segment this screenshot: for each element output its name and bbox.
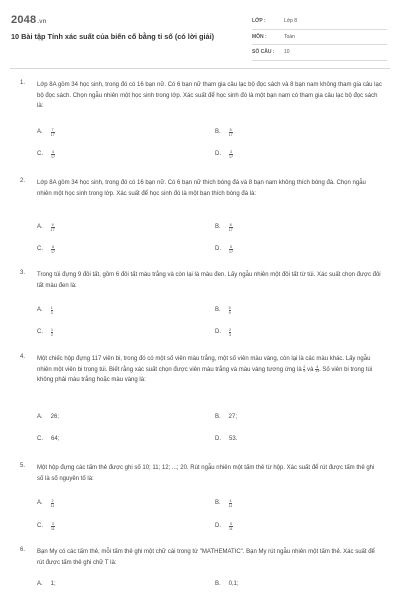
fraction: $\frac{6}{17}$ — [51, 245, 55, 254]
question-text: Một chiếc hộp đựng 117 viên bi, trong đó có một số viên màu trắng, một số viên màu vàng, còn lại là các màu khác. Lấy ngẫu nhiên một viên bi trong túi. Biết rằng xác suất chọn được viên màu trắng và màu vàng tương ứng là $\frac{2}{9}$ và $\frac{4}{13}$ . Số viên bi trong túi không phải màu trắng hoặc màu vàng là: — [37, 356, 373, 384]
fraction: $\frac{2}{11}$ — [50, 499, 55, 508]
option-a[interactable]: A. 26; — [37, 414, 60, 420]
meta-info — [252, 14, 387, 61]
fraction-inline: $\frac{4}{13}$ — [315, 364, 320, 374]
meta-row-class: LỚP : Lớp 8 — [252, 14, 387, 30]
fraction: $\frac{1}{3}$ — [50, 306, 53, 315]
option-c[interactable]: C. 64; — [37, 436, 60, 442]
fraction: $\frac{1}{2}$ — [51, 328, 53, 337]
question-text: Lớp 8A gồm 34 học sinh, trong đó có 16 bạn nữ. Có 6 bạn nữ tham gia câu lạc bộ đọc sách và 8 bạn nam không tham gia câu lạc bộ đọc sách. Chọn ngẫu nhiên một học sinh trong lớp. Xác suất để học sinh đó là một bạn nam có tham gia câu lạc bộ đọc sách là: — [37, 82, 382, 109]
question-text: Lớp 8A gồm 34 học sinh, trong đó có 16 bạn nữ. Có 6 bạn nữ thích bóng đá và 8 bạn nam không thích bóng đá. Chọn ngẫu nhiên một học sinh trong lớp. Xác suất để học sinh đó là một bạn thích bóng đá là: — [37, 180, 366, 197]
question-text: Trong túi đựng 9 đôi tất, gồm 6 đôi tất màu trắng và còn lại là màu đen. Lấy ngẫu nhiên một đôi tất từ túi. Xác suất chọn được đôi tất màu đen là: — [37, 272, 381, 289]
fraction: $\frac{4}{17}$ — [51, 150, 55, 159]
option-d[interactable]: D. $\frac{5}{17}$ — [215, 245, 233, 254]
page-title: 10 Bài tập Tính xác suất của biến cố bằng tỉ số (có lời giải) — [11, 32, 215, 41]
option-d[interactable]: D. $\frac{3}{17}$ — [215, 150, 233, 159]
option-c[interactable]: C. $\frac{1}{2}$ — [37, 328, 53, 337]
fraction: $\frac{5}{17}$ — [228, 128, 233, 137]
meta-row-count: SỐ CÂU : 10 — [252, 45, 387, 61]
option-a[interactable]: A. $\frac{2}{11}$ — [37, 499, 55, 508]
option-c[interactable]: C. $\frac{3}{11}$ — [37, 522, 55, 531]
option-b[interactable]: B. $\frac{5}{17}$ — [215, 128, 233, 137]
option-d[interactable]: D. $\frac{5}{11}$ — [215, 522, 233, 531]
worksheet-page: 2048.vn 10 Bài tập Tính xác suất của biến cố bằng tỉ số (có lời giải) LỚP : Lớp 8 MÔN : Toán SỐ CÂU : 10 1. Lớp 8A gồm 34 học sinh, trong đó có 16 bạn nữ. Có 6 bạn nữ tham gia câu lạc bộ đọc sách và 8 bạn nam không tham gia câu lạc bộ đọc sách. Chọn ngẫu nhiên một học sinh trong lớp. Xác suất để học sinh đó là một bạn nam có tham gia câu lạc bộ đọc sách là: A. $\frac{7}{17}$ B. $\frac{5}{17}$ C. $\frac{4}{17}$ D. $\frac{3}{17}$ 2. Lớp 8A gồm 34 học sinh, trong đó có 16 bạn nữ. Có 6 bạn nữ thích bóng đá và 8 bạn nam không thích bóng đá. Chọn ngẫu nhiên một học sinh trong lớp. Xác suất để học sinh đó là một bạn thích bóng đá là: A. $\frac{9}{17}$ B. $\frac{8}{17}$ C. $\frac{6}{17}$ D. $\frac{5}{17}$ 3. Trong túi đựng 9 đôi tất, gồm 6 đôi tất màu trắng và còn lại là màu đen. Lấy ngẫu nhiên một đôi tất từ túi. Xác suất chọn được đôi tất màu đen là: A. $\frac{1}{3}$ B. $\frac{5}{9}$ C. $\frac{1}{2}$ D. $\frac{2}{3}$ 4. Một chiếc hộp đựng 117 viên bi, trong đó có một số viên màu trắng, một số viên màu vàng, còn lại là các màu khác. Lấy ngẫu nhiên một viên bi trong túi. Biết rằng xác suất chọn được viên màu trắng và màu vàng tương ứng là $\frac{2}{9}$ và $\frac{4}{13}$ . Số viên bi trong túi không phải màu trắng hoặc màu vàng là: A. 26; B. 27; C. 64; D. 53. 5. Một hộp đựng các tấm thẻ được ghi số 10; 11; 12; ...; 20. Rút ngẫu nhiên một tấm thẻ từ hộp. Xác suất để rút được tấm thẻ ghi số là số nguyên tố là: A. $\frac{2}{11}$ B. $\frac{4}{11}$ C. $\frac{3}{11}$ D. $\frac{5}{11}$ 6. Bạn My có các tấm thẻ, mỗi tấm thẻ ghi một chữ cái trong từ "MATHEMATIC". Bạn My rút ngẫu nhiên một tấm thẻ. Xác suất để rút được tấm thẻ ghi chữ T là: A. 1; B. 0,1; — [0, 0, 400, 600]
option-b[interactable]: B. 27; — [215, 414, 238, 420]
fraction-inline: $\frac{2}{9}$ — [303, 364, 306, 374]
fraction: $\frac{4}{11}$ — [228, 499, 233, 508]
option-d[interactable]: D. 53. — [215, 436, 238, 442]
site-logo[interactable]: 2048.vn — [11, 14, 47, 26]
option-b[interactable]: B. $\frac{5}{9}$ — [215, 306, 231, 315]
fraction: $\frac{3}{17}$ — [229, 150, 233, 159]
header — [0, 0, 400, 62]
option-b[interactable]: B. $\frac{4}{11}$ — [215, 499, 233, 508]
fraction: $\frac{2}{3}$ — [229, 328, 231, 337]
option-b[interactable]: B. $\frac{8}{17}$ — [215, 223, 233, 232]
question-text: Một hộp đựng các tấm thẻ được ghi số 10; 11; 12; ...; 20. Rút ngẫu nhiên một tấm thẻ từ hộp. Xác suất để rút được tấm thẻ ghi số là số nguyên tố là: — [37, 465, 375, 482]
option-a[interactable]: A. $\frac{7}{17}$ — [37, 128, 55, 137]
option-b[interactable]: B. 0,1; — [215, 581, 239, 587]
option-c[interactable]: C. $\frac{6}{17}$ — [37, 245, 55, 254]
option-a[interactable]: A. $\frac{1}{3}$ — [37, 306, 53, 315]
fraction: $\frac{7}{17}$ — [50, 128, 55, 137]
fraction: $\frac{8}{17}$ — [228, 223, 233, 232]
question-text: Bạn My có các tấm thẻ, mỗi tấm thẻ ghi một chữ cái trong từ "MATHEMATIC". Bạn My rút ngẫu nhiên một tấm thẻ. Xác suất để rút được tấm thẻ ghi chữ T là: — [37, 549, 375, 566]
option-d[interactable]: D. $\frac{2}{3}$ — [215, 328, 231, 337]
option-a[interactable]: A. 1; — [37, 581, 56, 587]
option-c[interactable]: C. $\frac{4}{17}$ — [37, 150, 55, 159]
header-divider — [10, 68, 390, 69]
meta-row-subject: MÔN : Toán — [252, 30, 387, 46]
fraction: $\frac{9}{17}$ — [50, 223, 55, 232]
fraction: $\frac{5}{9}$ — [228, 306, 231, 315]
fraction: $\frac{5}{17}$ — [229, 245, 233, 254]
fraction: $\frac{3}{11}$ — [51, 522, 55, 531]
option-a[interactable]: A. $\frac{9}{17}$ — [37, 223, 55, 232]
fraction: $\frac{5}{11}$ — [229, 522, 233, 531]
